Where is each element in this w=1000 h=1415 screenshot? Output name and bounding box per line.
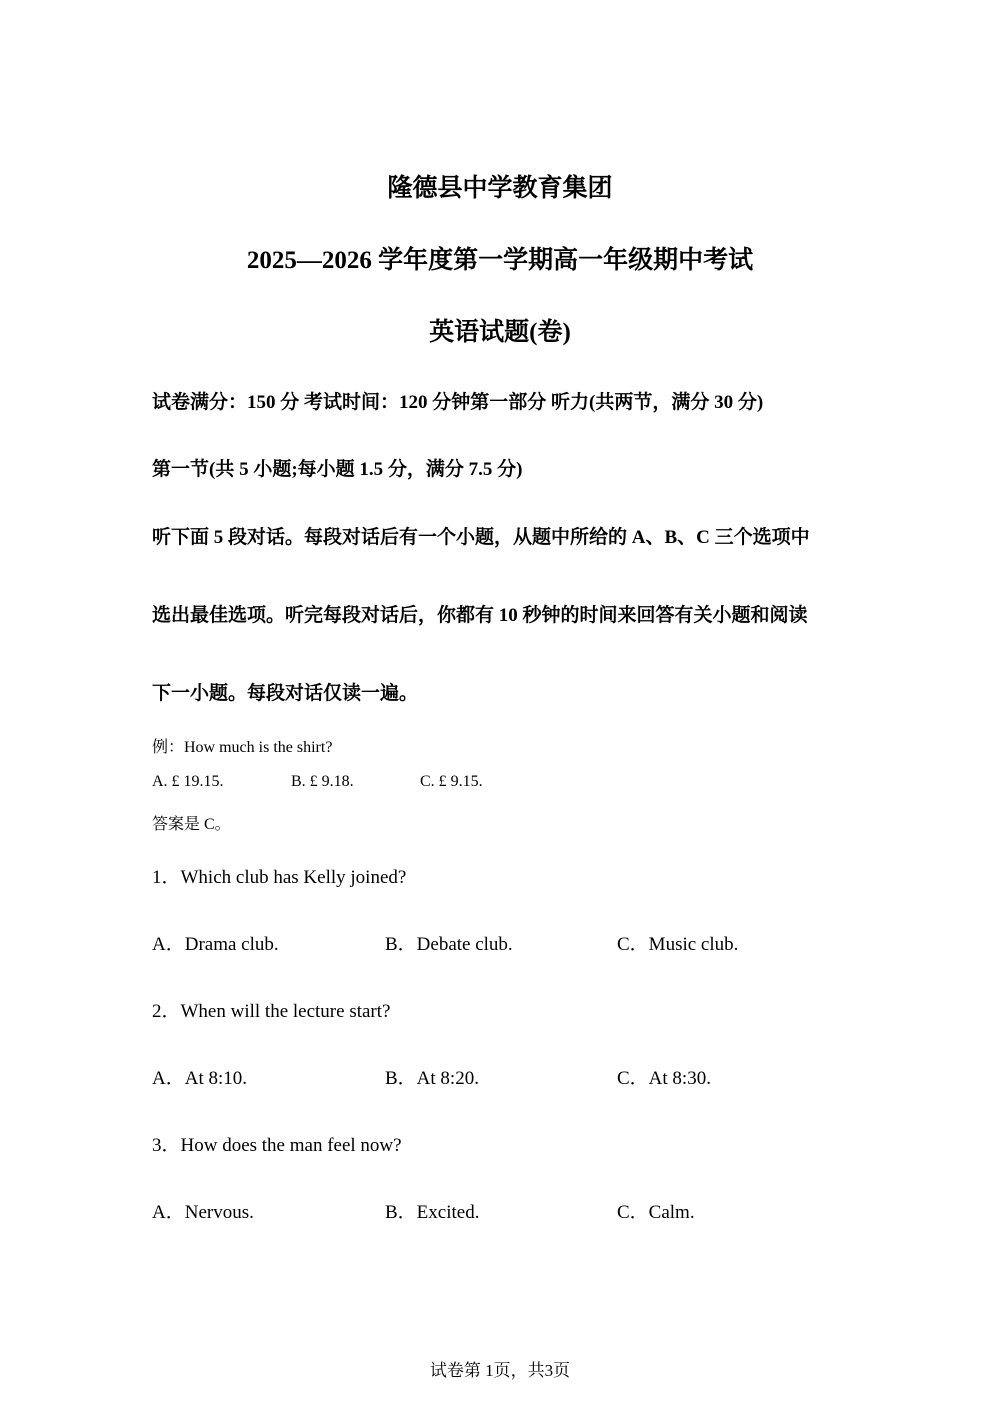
example-option-c: C. £ 9.15. (420, 773, 483, 790)
option-c: C．At 8:30. (617, 1068, 711, 1089)
example-question: 例：How much is the shirt? (152, 739, 333, 756)
exam-info-line: 试卷满分：150 分 考试时间：120 分钟第一部分 听力(共两节，满分 30 分) (152, 392, 764, 413)
option-b: B．At 8:20. (385, 1068, 479, 1089)
instruction-line: 下一小题。每段对话仅读一遍。 (152, 683, 419, 704)
question-stem: 1．Which club has Kelly joined? (152, 867, 407, 888)
option-a: A．Drama club. (152, 934, 279, 955)
question-stem: 2．When will the lecture start? (152, 1001, 391, 1022)
school-title: 隆德县中学教育集团 (387, 175, 613, 202)
page-footer: 试卷第 1页，共3页 (429, 1361, 571, 1380)
instruction-line: 听下面 5 段对话。每段对话后有一个小题，从题中所给的 A、B、C 三个选项中 (152, 527, 810, 548)
exam-term-title: 2025—2026 学年度第一学期高一年级期中考试 (246, 247, 754, 274)
example-option-a: A. £ 19.15. (152, 773, 224, 790)
option-b: B．Debate club. (385, 934, 513, 955)
option-c: C．Music club. (617, 934, 739, 955)
option-a: A．At 8:10. (152, 1068, 248, 1089)
question-stem: 3．How does the man feel now? (152, 1135, 402, 1156)
example-option-b: B. £ 9.18. (291, 773, 354, 790)
option-c: C．Calm. (617, 1202, 695, 1223)
example-answer: 答案是 C。 (152, 816, 231, 833)
instruction-line: 选出最佳选项。听完每段对话后，你都有 10 秒钟的时间来回答有关小题和阅读 (152, 605, 808, 626)
section-title: 第一节(共 5 小题;每小题 1.5 分，满分 7.5 分) (152, 459, 523, 480)
option-b: B．Excited. (385, 1202, 480, 1223)
option-a: A．Nervous. (152, 1202, 254, 1223)
subject-title: 英语试题(卷) (429, 319, 571, 346)
